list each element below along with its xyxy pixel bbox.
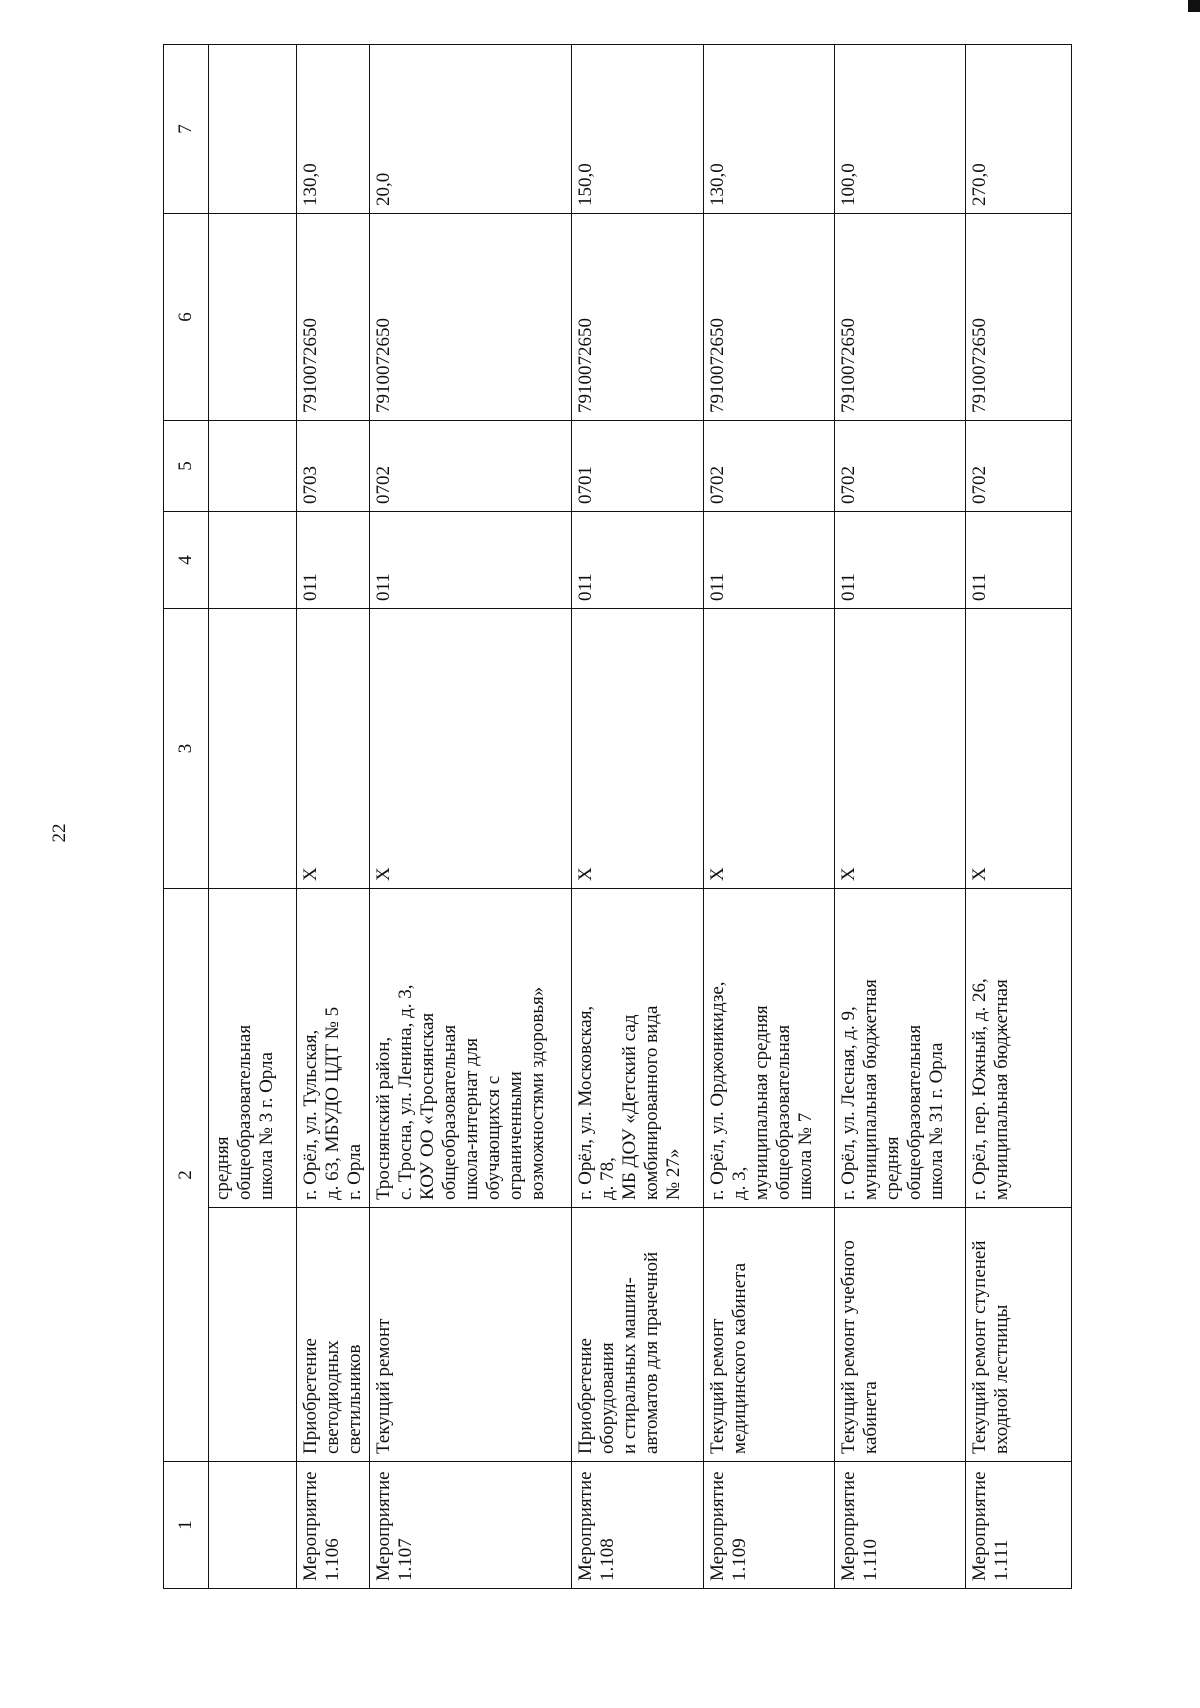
mark-cell: Х bbox=[297, 609, 370, 889]
table-row bbox=[572, 45, 704, 1589]
description-cell: Приобретение светодиодных светильников bbox=[297, 1208, 370, 1462]
header-cell: 3 bbox=[164, 609, 209, 889]
code-cell: 011 bbox=[297, 512, 370, 609]
address-cell: г. Орёл, ул. Лесная, д. 9, муниципальная бюджетная средняя общеобразовательная школа № 31 г. Орла bbox=[835, 889, 966, 1208]
header-cell: 2 bbox=[164, 889, 209, 1462]
amount-cell: 20,0 bbox=[370, 45, 572, 214]
event-cell: Мероприятие 1.106 bbox=[297, 1462, 370, 1589]
description-cell bbox=[209, 1208, 297, 1462]
code-cell bbox=[209, 421, 297, 512]
address-cell: г. Орёл, ул. Тульская, д. 63, МБУДО ЦДТ № 5 г. Орла bbox=[297, 889, 370, 1208]
event-cell: Мероприятие 1.109 bbox=[704, 1462, 835, 1589]
mark-cell: Х bbox=[966, 609, 1072, 889]
amount-cell bbox=[209, 45, 297, 214]
page-number: 22 bbox=[49, 823, 70, 843]
table-row bbox=[966, 45, 1072, 1589]
address-cell: г. Орёл, ул. Московская, д. 78, МБ ДОУ «Детский сад комбинированного вида № 27» bbox=[572, 889, 704, 1208]
code-cell: 7910072650 bbox=[572, 214, 704, 421]
code-cell: 011 bbox=[370, 512, 572, 609]
code-cell: 0702 bbox=[835, 421, 966, 512]
table-header-row bbox=[164, 45, 209, 1589]
mark-cell: Х bbox=[835, 609, 966, 889]
code-cell: 0703 bbox=[297, 421, 370, 512]
table-row bbox=[297, 45, 370, 1589]
header-cell: 7 bbox=[164, 45, 209, 214]
rotated-table-container bbox=[163, 45, 1068, 1589]
address-cell: Троснянский район, с. Тросна, ул. Ленина, д. 3, КОУ ОО «Троснянская общеобразовательная школа-интернат для обучающихся с ограниченными возможностями здоровья» bbox=[370, 889, 572, 1208]
amount-cell: 130,0 bbox=[704, 45, 835, 214]
code-cell: 7910072650 bbox=[835, 214, 966, 421]
header-cell: 1 bbox=[164, 1462, 209, 1589]
code-cell: 011 bbox=[835, 512, 966, 609]
mark-cell: Х bbox=[704, 609, 835, 889]
address-cell: средняя общеобразовательная школа № 3 г. Орла bbox=[209, 889, 297, 1208]
code-cell: 0701 bbox=[572, 421, 704, 512]
event-cell bbox=[209, 1462, 297, 1589]
code-cell: 011 bbox=[572, 512, 704, 609]
code-cell: 0702 bbox=[704, 421, 835, 512]
table-row bbox=[370, 45, 572, 1589]
code-cell: 011 bbox=[966, 512, 1072, 609]
mark-cell: Х bbox=[572, 609, 704, 889]
event-cell: Мероприятие 1.107 bbox=[370, 1462, 572, 1589]
table-row bbox=[704, 45, 835, 1589]
address-cell: г. Орёл, пер. Южный, д. 26, муниципальная бюджетная bbox=[966, 889, 1072, 1208]
mark-cell: Х bbox=[370, 609, 572, 889]
code-cell: 7910072650 bbox=[370, 214, 572, 421]
event-cell: Мероприятие 1.108 bbox=[572, 1462, 704, 1589]
amount-cell: 130,0 bbox=[297, 45, 370, 214]
code-cell: 7910072650 bbox=[297, 214, 370, 421]
header-cell: 5 bbox=[164, 421, 209, 512]
code-cell: 7910072650 bbox=[704, 214, 835, 421]
budget-table bbox=[163, 44, 1072, 1589]
code-cell: 7910072650 bbox=[966, 214, 1072, 421]
code-cell: 0702 bbox=[370, 421, 572, 512]
description-cell: Текущий ремонт ступеней входной лестницы bbox=[966, 1208, 1072, 1462]
header-cell: 6 bbox=[164, 214, 209, 421]
code-cell: 011 bbox=[704, 512, 835, 609]
code-cell: 0702 bbox=[966, 421, 1072, 512]
description-cell: Текущий ремонт учебного кабинета bbox=[835, 1208, 966, 1462]
table-row bbox=[835, 45, 966, 1589]
event-cell: Мероприятие 1.111 bbox=[966, 1462, 1072, 1589]
scan-corner-mark bbox=[1188, 0, 1200, 12]
code-cell bbox=[209, 512, 297, 609]
amount-cell: 150,0 bbox=[572, 45, 704, 214]
code-cell bbox=[209, 214, 297, 421]
description-cell: Приобретение оборудования и стиральных машин- автоматов для прачечной bbox=[572, 1208, 704, 1462]
table-row bbox=[209, 45, 297, 1589]
description-cell: Текущий ремонт медицинского кабинета bbox=[704, 1208, 835, 1462]
address-cell: г. Орёл, ул. Орджоникидзе, д. 3, муниципальная средняя общеобразовательная школа № 7 bbox=[704, 889, 835, 1208]
event-cell: Мероприятие 1.110 bbox=[835, 1462, 966, 1589]
amount-cell: 100,0 bbox=[835, 45, 966, 214]
description-cell: Текущий ремонт bbox=[370, 1208, 572, 1462]
mark-cell bbox=[209, 609, 297, 889]
header-cell: 4 bbox=[164, 512, 209, 609]
amount-cell: 270,0 bbox=[966, 45, 1072, 214]
